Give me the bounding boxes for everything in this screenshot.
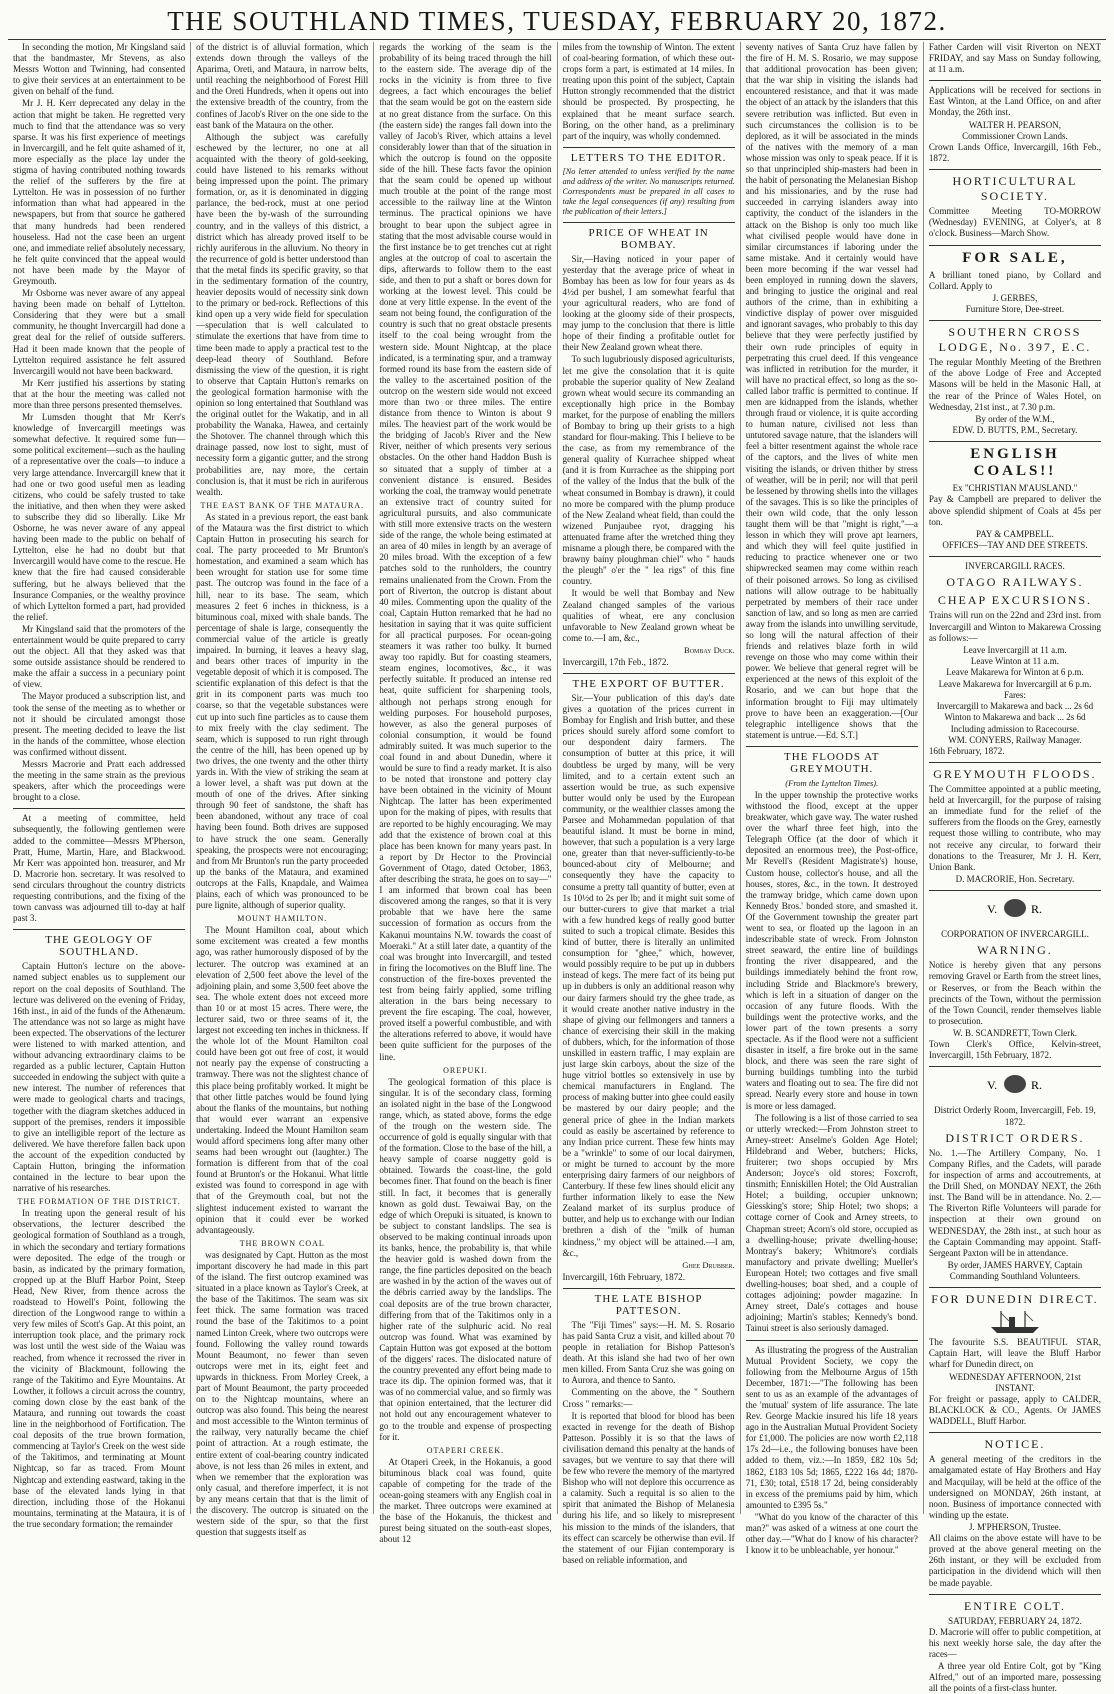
divider bbox=[929, 320, 1101, 321]
ad-colt-sale: D. Macrorie will offer to public competition, at his next weekly horse sale, the day after the races— bbox=[928, 1626, 1102, 1660]
ad-creditors-notice: A general meeting of the creditors in the amalgamated estate of Hay Brothers and Hay and Macquilay, will be held at the office of the undersigned on MONDAY, 26th instant, at noon. Business of importance connected with winding up the estate. bbox=[928, 1454, 1102, 1520]
divider bbox=[929, 169, 1101, 170]
royal-crest-icon bbox=[929, 1071, 1101, 1102]
divider bbox=[929, 762, 1101, 763]
article-paragraph: "What do you know of the character of this man?" was asked of a witness at one court the other day.—"What do I know of his character? I know it to be unbleachable, yer honour." bbox=[745, 1511, 918, 1556]
page-columns bbox=[8, 42, 1106, 1694]
ad-timetable-line: Including admission to Racecourse. bbox=[950, 723, 1080, 734]
article-paragraph: Although the subject was carefully eschewed by the lecturer, no one at all acquainted with the theory of gold-seeking, could have listened to his remarks without being impressed upon the point. The primary formation, or, as it is denominated in digging parlance, the bed-rock, must at one period have been the by-wash of the surrounding country, and in the valleys of this district, a district which has already proved itself to be richly auriferous in the alluvium. No theory in the recurrence of gold is better understood than that the metal finds its specific gravity, so that in the sedimentary formation of the country, heavier deposits would of necessity sink down to the primary or bed-rock. Reflections of this kind open up a very wide field for speculation—speculation that is well calculated to stimulate the exertions that have from time to time been made to apply a practical test to the deep-lead theory of Southland. Before dismissing the view of the question, it is right to observe that Captain Hutton's remarks on the geological formation harmonise with the opinion so long entertained that Southland was the original outlet for the Wakatip, and in all probability the Wanaka, Hawea, and certainly the Shotover. The channel through which this drainage passed, now lost to sight, must of necessity form a gigantic gutter, and the strong probabilities are, nay more, the certain conclusion is, that it must be rich in auriferous wealth. bbox=[196, 131, 369, 497]
letter-signature: Ghee Drubber. bbox=[682, 1259, 735, 1270]
article-paragraph: miles from the township of Winton. The extent of coal-bearing formation, of which these out-crops form a part, is estimated at 14 miles. In treating upon this point of the subject, Captain Hutton strongly recommended that the district should be prospected. By prospecting, he explained that he meant surface search. Boring, on the other hand, as a preliminary part of the inquiry, was wholly condemned. bbox=[562, 42, 735, 141]
subheading: THE EAST BANK OF THE MATAURA. bbox=[200, 500, 365, 510]
column-4 bbox=[558, 42, 741, 1565]
article-paragraph: Mr Lumsden thought that Mr Kerr's knowledge of Invercargill meetings was somewhat defective. It required some fun—some political excitement—such as the hauling of a representative over the coals—to induce a very large attendance. Invercargill knew that it had one or two good useful men as leading citizens, who could be safely trusted to take the initiative, and then when they were asked to subscribe they did so liberally. Like Mr Osborne, he was never aware of any appeal having been made to the public on behalf of Lyttelton, else he had no doubt but that Invercargill would have come to the rescue. He knew that the fire had caused considerable suffering, but he always believed that the Insurance Companies, or the wealthy province of which Lyttelton formed a part, had provided the relief. bbox=[13, 412, 186, 622]
divider bbox=[929, 1594, 1101, 1595]
ad-timetable-line: Invercargill to Makarewa and back ... 2s 6d bbox=[936, 701, 1094, 711]
divider bbox=[929, 1287, 1101, 1288]
ad-sailing-day: WEDNESDAY AFTERNOON, 21st INSTANT. bbox=[949, 1371, 1081, 1393]
article-paragraph: The following is a list of those carried to sea or utterly wrecked:—From Johnston street to Arney-street: Anselme's Golden Age Hotel; Hildebrand and Weber, butchers; Hicks, fruiterer; two shops occupied by Mrs Anderson; Joyce's old stores; Foxcroft, tinsmith; Enniskillen Hotel; the Old Australian Hotel; a building, occupier unknown; Giessking's store; Ship Hotel; two shops; a cottage corner of Cook and Arney streets, to Chapman street; Acorn's old store, occupied as a dwelling-house; private dwelling-house; Montray's bakery; Whitmore's cordials manufactory and private dwelling; Mueller's European Hotel; two cottages and five small dwelling-houses; boat shed, and a couple of cottages adjoining; powder magazine. In Arney street, Dale's cottages and house adjoining; Martin's stables; Kennedy's bond. Tainui street is also seriously damaged. bbox=[745, 1112, 918, 1334]
ad-steamer-agents: For freight or passage, apply to CALDER, BLACKLOCK & CO., Agents. Or JAMES WADDELL, Bluff Harbor. bbox=[928, 1394, 1102, 1427]
article-paragraph: seventy natives of Santa Cruz have fallen by the fire of H. M. S. Rosario, we may suppose that additional provocation has been given; that the war ship in visiting the islands had encountered resistance, and that it was made the object of an attack by the islanders that this severe retribution was inflicted. But even in such circumstances the collision is to be deplored, as it will be associated in the minds of the natives with the memory of a man whose mission was only to speak peace. If it is so that unprincipled ship-masters had been in the habit of personating the Melanesian Bishop and his missionaries, and by the ruse had succeeded in carrying islanders away into captivity, the conduct of the islanders in the attack on the Bishop is only too much like what civilised people would have done in similar circumstances if laboring under the same mistake. And it certainly would have been more becoming if the war vessel had been employed in running down the slavers, and bringing to justice the original and real authors of the crime, than in exhibiting a vindictive display of power over misguided and ignorant savages, who probably to this day believe that they were perfectly justified by their own rude principles of equity in perpetrating this cruel deed. If this vengeance was inflicted in retribution for the murder, it will have no practical effect, so long as the so-called labor traffic is permitted to continue. If men are kidnapped from the islands, whether through fraud or violence, it is quite according to human nature, civilised not less than untutored savage nature, that the islanders will feel a bitter resentment against the whole race of the captors, and the lives of white men visiting the islands, or driven thither by stress of weather, will be in peril; nor will that peril be lessened by throwing shells into the villages of the savages. This is so like the principles of their own wild code, that the only lesson taught them will be that "might is right,"—a lesson in which they will prove apt learners, and which they will feel quite justified in reducing to practice whenever one or two shipwrecked seamen may come within reach of their poisoned arrows. So long as civilised nations will allow outrage to be habitually perpetrated by members of their race under sanction of law, and so long as men are carried away from the islands into unwilling servitude, so long will the natural affection of their friends and relatives blaze forth in wild revenge on those who may come within their power. We believe that general regret will be experienced at the news of this exploit of the Rosario, and we can but hope that the information brought to Fiji may ultimately prove to have been an exaggeration.—[Our telegraphic intelligence shows that the statement is untrue.—Ed. S.T.] bbox=[745, 42, 918, 740]
ad-subheading: Ex "CHRISTIAN M'AUSLAND." bbox=[952, 483, 1078, 494]
ad-signature: By order, JAMES HARVEY, Captain Commanding Southland Volunteers. bbox=[947, 1259, 1083, 1282]
ad-signature: J. GERBES, bbox=[992, 292, 1038, 303]
ad-timetable-line: Winton to Makarewa and back ... 2s 6d bbox=[944, 712, 1086, 723]
divider bbox=[929, 441, 1101, 442]
masthead bbox=[0, 4, 1114, 38]
ad-timetable-line: Fares: bbox=[1003, 689, 1026, 700]
editor-note: [No letter attended to unless verified by the name and address of the writer. No manuscripts returned. Correspondents must be prepared in all cases to take the legal consequences (if any) resulting from the publication of their letters.] bbox=[562, 166, 735, 216]
ad-location: District Orderly Room, Invercargill, Feb. 19, 1872. bbox=[934, 1105, 1096, 1127]
article-paragraph: Mr J. H. Kerr deprecated any delay in the action that might be taken. He regretted very much to find that the attendance was so very sparse. It was his first experience of meetings in Invercargill, and he felt quite ashamed of it, more especially as the place lay under the stigma of having contributed nothing towards the relief of the sufferers by the fire at Lyttelton. He was in possession of no further information than what had appeared in the newspapers, but from that source he gathered that many hundreds had been rendered houseless. Had not the case been an urgent one, and immediate relief absolutely necessary, he felt quite convinced that the appeal would not have been made by the Mayor of Greymouth. bbox=[13, 98, 186, 286]
article-paragraph: In treating upon the general result of his observations, the lecturer described the geological formation of Southland as a trough, in which the secondary and tertiary formations were deposited. The edge of the trough or basin, as indicated by the primary formation, cropped up at the Bluff Harbor Point, Steep Head, New River, from thence across the roadstead to Howell's Point, following the direction of the Longwood range to within a very few miles of Scott's Gap. At this point, an interruption took place, and the primary rock was lost until the west side of the Waiau was reached, from whence it recrossed the river in the vicinity of Blackmount, following the range of the Takitimo and Eyre Mountains. At Lowther, it follows a circuit across the country, coming down close by the east bank of the Mataura, and running out towards the coast line in the neighborhood of Fortification. The coal deposits of the true brown formation, commencing at Taylor's Creek on the west side of the Takitimos, and terminating at Mount Nightcap, so far as traced. From Mount Nightcap and extending eastward, taking in the base of the elevated lands lying in that direction, including those of the Hokanui mountains, terminating at the Mataura, it is of the true secondary formation; the remainder bbox=[13, 1208, 186, 1529]
ad-heading: FOR SALE, bbox=[962, 249, 1068, 266]
svg-text:R.: R. bbox=[1030, 902, 1042, 917]
ad-signature: PAY & CAMPBELL. bbox=[976, 528, 1054, 539]
ad-piano-sale: A brilliant toned piano, by Collard and Collard. Apply to bbox=[928, 269, 1102, 291]
ad-heading: CHEAP EXCURSIONS. bbox=[937, 593, 1093, 608]
ad-signature: D. MACRORIE, Hon. Secretary. bbox=[955, 873, 1075, 884]
ad-timetable-line: Leave Makarewa for Winton at 6 p.m. bbox=[946, 667, 1084, 678]
ad-horticultural: Committee Meeting TO-MORROW (Wednesday) EVENING, at Colyer's, at 8 o'clock. Business—March Show. bbox=[928, 206, 1102, 239]
article-paragraph: At a meeting of committee, held subsequently, the following gentlemen were added to the committee—Messrs M'Pherson, Pratt, Hume, Martin, Hare, and Blackwood. Mr Kerr was appointed hon. treasurer, and Mr D. Macrorie hon. secretary. It was resolved to send circulars throughout the country districts requesting contributions, and the fixing of the town canvass was adjourned till to-day at half past 3. bbox=[13, 813, 186, 924]
subheading: THE BROWN COAL bbox=[239, 1238, 325, 1248]
ad-heading: CORPORATION OF INVERCARGILL. bbox=[941, 929, 1089, 940]
divider bbox=[929, 80, 1101, 81]
article-paragraph: Mr Kingsland said that the promoters of the entertainment would be quite prepared to carry out the object. All that they asked was that some outside assistance should be rendered to make the affair a success in a pecuniary point of view. bbox=[13, 623, 186, 690]
ad-heading: WARNING. bbox=[977, 943, 1053, 958]
column-1 bbox=[8, 42, 191, 1529]
ad-date: 16th February, 1872. bbox=[928, 746, 1005, 756]
ad-heading: FOR DUNEDIN DIRECT. bbox=[931, 1292, 1099, 1307]
subheading: OREPUKI. bbox=[443, 1065, 488, 1075]
section-heading: THE GEOLOGY OF SOUTHLAND. bbox=[13, 929, 185, 958]
column-2 bbox=[191, 42, 374, 1538]
divider bbox=[929, 890, 1101, 891]
divider bbox=[929, 1066, 1101, 1067]
article-paragraph: As stated in a previous report, the east bank of the Mataura was the first district to which Captain Hutton in prosecuting his search for coal. The party proceeded to Mr Brunton's homestation, and examined a seam which has been wrought for station use for some time past. The outcrop was found in the face of a hill, near to its base. The seam, which measures 2 feet 6 inches in thickness, is a bituminous coal, mixed with shale bands. The percentage of shale is large, consequently the commercial value of the article is greatly impaired. In burning, it leaves a heavy slag, and bears other traces of impurity in the vegetable deposit of which it is composed. The scientific explanation of this defect is that the grit in its component parts was much too coarse, so that the vegetable substances were cut up into such fine particles as to cause them to mix freely with the clay sediment. The seam, which is supposed to run right through the centre of the hill, has been opened up by two drives, the one twenty and the other thirty yards in. With the view of striking the seam at a lower level, a shaft was put down at the mouth of one of the drives. After sinking through 90 feet of sandstone, the shaft has been abandoned, without any trace of coal having been found. Both drives are supposed to have struck the one seam. Generally speaking, the prospects were not encouraging; and from Mr Brunton's run the party proceeded up the banks of the Mataura, and examined outcrops at the Falls, Knapdale, and Waimea plains, each of which was pronounced to be pure lignite, although of superior quality. bbox=[196, 511, 369, 911]
ad-heading: SATURDAY, FEBRUARY 24, 1872. bbox=[948, 1615, 1082, 1626]
article-paragraph: was designated by Capt. Hutton as the most important discovery he had made in this part of the island. The first outcrop examined was situated in a place known as Taylor's Creek, at the base of the Takitimos. The seam was six feet thick. The same formation was traced round the base of the Takitimos to a point named Linton Creek, where two outcrops were found. Following the valley round towards Mount Beaumont, no fewer than seven outcrops were met in its, eight feet and upwards in thickness. From Morley Creek, a part of Mount Beaumont, the party proceeded on to the Nightcap mountains, where an outcrop was also found. This being the nearest and most accessible to the Winton terminus of the railway, very naturally became the chief point of attraction. At a rough estimate, the entire extent of coal-bearing country indicated above, is not less than 26 miles in extent, and when we remember that the exploration was only casual, and therefore imperfect, it is not by any means certain that that is the limit of the discovery. The outcrop is situated on the western side of the spur, so that the first question that suggests itself as bbox=[196, 1249, 369, 1538]
article-paragraph: In seconding the motion, Mr Kingsland said that the bandmaster, Mr Stevens, as also Messrs Wotton and Twinning, had consented to give their services at an entertainment to be given on behalf of the fund. bbox=[13, 42, 186, 97]
ad-heading: INVERCARGILL RACES. bbox=[965, 561, 1065, 572]
subheading: THE FORMATION OF THE DISTRICT. bbox=[17, 1197, 181, 1207]
ad-signature: WALTER H. PEARSON, bbox=[968, 119, 1062, 130]
article-paragraph: Commenting on the above, the " Southern Cross " remarks:— bbox=[562, 1387, 735, 1409]
section-heading: THE EXPORT OF BUTTER. bbox=[563, 673, 735, 690]
ad-creditors-claims: All claims on the above estate will have to be proved at the above general meeting on the 26th instant, or they will be excluded from participation in the dividend which will then be made payable. bbox=[928, 1533, 1102, 1588]
svg-text:R.: R. bbox=[1030, 1078, 1042, 1093]
article-paragraph: Mr Kerr justified his assertions by stating that at the hour the meeting was called not more than three persons presented themselves. bbox=[13, 377, 186, 410]
article-paragraph: Messrs Macrorie and Pratt each addressed the meeting in the same strain as the previous speakers, after which the proceedings were brought to a close. bbox=[13, 759, 186, 803]
article-paragraph: of the district is of alluvial formation, which extends down through the valleys of the Aparima, Oreti, and Mataura, in narrow belts, until reaching the neighborhood of Forest Hill and the Oreti Hundreds, when it opens out into the extensive breadth of the country, from the confines of Jacob's River on the one side to the east bank of the Mataura on the other. bbox=[196, 42, 369, 130]
ad-land-applications: Applications will be received for sections in East Winton, at the Land Office, on and after Monday, the 26th inst. bbox=[928, 85, 1102, 118]
ad-signature: J. M'PHERSON, Trustee. bbox=[968, 1521, 1061, 1532]
article-paragraph: It is reported that blood for blood has been exacted in revenge for the death of Bishop Patteson. Possibly it is so that the laws of civilisation demand this penalty at the hands of savages, but we venture to say that there will be few who revere the memory of the martyred Bishop who will not deplore this occurrence as a calamity. Such a requital is so alien to the spirit that animated the Bishop of Melanesia during his life, and so likely to misrepresent his mission to the minds of the islanders, that its effect can scarcely be otherwise than evil. If the statement of our Fijian contemporary is based on reliable information, and bbox=[562, 1410, 735, 1565]
ad-timetable-line: Leave Invercargill at 11 a.m. bbox=[963, 644, 1067, 655]
article-paragraph: Captain Hutton's lecture on the above-named subject enables us to supplement our report on the coal deposits of Southland. The lecture was delivered on the evening of Friday, 16th inst., in aid of the funds of the Athenæum. The attendance was not so large as might have been expected. The observations of the lecturer were listened to with marked attention, and without advancing extraordinary claims to be regarded as a public lecturer, Captain Hutton succeeded in endowing the subject with quite a new interest. The number of references that were made to geological charts and tracings, together with the diagram sketches adduced in support of the premises, renders it impossible to give an intelligible report of the lecture as delivered. We have therefore fallen back upon the account of the expedition conducted by Captain Hutton, bringing the information contained in the lecture to bear upon the narrative of his researches. bbox=[13, 961, 186, 1194]
column-6-advertisements bbox=[924, 42, 1106, 1694]
article-paragraph: At Otaperi Creek, in the Hokanuis, a good bituminous black coal was found, quite capable of competing for the trade of the ocean-going steamers with any English coal in the market. Three outcrops were examined at the base of the Hokanuis, the thickest and purest being situated on the south-east slopes, about 12 bbox=[379, 1456, 552, 1545]
article-paragraph: In the upper township the protective works withstood the flood, except at the upper breakwater, which gave way. The water rushed over the wharf three feet high, into the Telegraph Office (at the door of which it deposited an enormous tree), the Post-office, Mr Revell's (Resident Magistrate's) house, Custom house, collector's house, and all the houses, stores, &c., in the town. It destroyed the tramway bridge, which came down upon Kennedy Bros.' bonded store, and smashed it. Of the Government township the greater part went to sea, or floated up the lagoon in an indescribable state of wreck. From Johnston street seaward, the entire line of buildings fronting the river disappeared, and the buildings immediately behind the front row, including Stride and Blackmore's brewery, which is left in a situation of danger on the occasion of any future floods. With the buildings went the protective works, and the lower part of the town presents a sorry spectacle. As if the flood were not a sufficient disaster in itself, a fire broke out in the same block, and there was seen the rare sight of burning buildings tumbling into the turbid waters and floating out to sea. The fire did not spread. Nearly every store and house in town is more or less damaged. bbox=[745, 789, 918, 1111]
subheading: OTAPERI CREEK. bbox=[426, 1445, 505, 1455]
letter-signature: Bombay Duck. bbox=[683, 644, 735, 655]
ad-district-orders: No. 1.—The Artillery Company, No. 1 Company Rifles, and the Cadets, will parade for inspection of arms and accoutrements, at the Drill Shed, on MONDAY NEXT, the 26th inst. The Band will be in attendance. No. 2.—The Riverton Rifle Volunteers will parade for inspection at their own ground on WEDNESDAY, the 28th inst., at such hour as the Captain Commanding may appoint. Staff-Sergeant Paxton will be in attendance. bbox=[928, 1147, 1102, 1258]
royal-crest-icon bbox=[929, 895, 1101, 926]
article-paragraph: The "Fiji Times" says:—H. M. S. Rosario has paid Santa Cruz a visit, and killed about 70 people in retaliation for Bishop Patteson's death. At this island she had two of her own men killed. From Santa Cruz she was going on to Aurora, and thence to Santo. bbox=[562, 1319, 735, 1386]
ad-lodge: The regular Monthly Meeting of the Brethren of the above Lodge of Free and Accepted Masons will be held in the Masonic Hall, at the rear of the Prince of Wales Hotel, on Wednesday, 21st inst., at 7.30 p.m. bbox=[928, 357, 1102, 412]
column-5 bbox=[741, 42, 924, 1556]
ad-father-carden: Father Carden will visit Riverton on NEXT FRIDAY, and say Mass on Sunday following, at 11 a.m. bbox=[928, 42, 1102, 75]
section-heading: LETTERS TO THE EDITOR. bbox=[563, 147, 735, 164]
ad-heading: GREYMOUTH FLOODS. bbox=[933, 767, 1097, 782]
ad-timetable-line: Leave Winton at 11 a.m. bbox=[970, 656, 1059, 666]
ad-steamer: The favourite S.S. BEAUTIFUL STAR, Captain Hart, will leave the Bluff Harbor wharf for Dunedin direct, on bbox=[928, 1337, 1102, 1370]
ad-timetable-line: Leave Makarewa for Invercargill at 6 p.m. bbox=[938, 678, 1092, 689]
ad-heading: ENTIRE COLT. bbox=[963, 1598, 1066, 1613]
section-heading: PRICE OF WHEAT IN BOMBAY. bbox=[563, 222, 735, 251]
ad-heading: NOTICE. bbox=[984, 1437, 1046, 1452]
letter-date: Invercargill, 17th Feb., 1872. bbox=[562, 656, 669, 667]
article-paragraph: The Mount Hamilton coal, about which some excitement was created a few months ago, was rather humorously disposed of by the lecturer. The outcrop was examined at an elevation of 2,500 feet above the level of the adjoining plain, and some 3,500 feet above the sea. The whole extent does not exceed more than 10 or at most 15 acres. There were, the lecturer said, two or three seams of it, the largest not exceeding ten inches in thickness. If the whole lot of the Mount Hamilton coal could have been got out free of cost, it would not nearly pay the expense of constructing a tramway. There was not the slightest chance of this place being profitably worked. It might be that other little patches would be found lying about the flanks of the mountains, but nothing that would ever warrant an expensive undertaking. Indeed the Mount Hamilton seam would afford specimens long after many other seams had been wrought out (laughter.) The formation is different from that of the coal found at Brunton's or the Hokanui. What little existed was found to correspond in age with that of the Greymouth coal, but not the slightest inducement existed to warrant the opinion that it could ever be worked advantageously. bbox=[196, 925, 369, 1235]
article-paragraph: Mr Osborne was never aware of any appeal having been made on behalf of Lyttelton. Considering that they were but a small community, he thought Invercargill had done a great deal for the relief of outside sufferers. Had it been made known that the people of Lyttelton required assistance he felt assured Invercargill would not have been backward. bbox=[13, 288, 186, 376]
ad-signature-title: Commissioner Crown Lands. bbox=[962, 130, 1068, 141]
ad-location: OFFICES—TAY AND DEE STREETS. bbox=[942, 539, 1088, 550]
ad-signature: W. B. SCANDRETT, Town Clerk. bbox=[952, 1027, 1078, 1038]
letter-paragraph: Sir,—Having noticed in your paper of yesterday that the average price of wheat in Bombay has been as low for four years as 4s 4½d per bushel, I am somewhat fearful that your agricultural readers, who are fond of looking at the gloomy side of their prospects, may jump to the conclusion that there is little hope of their finding a profitable outlet for their New Zealand grown wheat there. bbox=[562, 253, 735, 353]
article-paragraph: regards the working of the seam is the probability of its being traced through the hill to the eastern side. The average dip of the rocks in the vicinity is from three to five degrees, a fact which encourages the belief that the seam would be got on the eastern side at no great distance from the surface. On this (the eastern side) the ranges fall down into the valley of Jacob's River, which attains a level considerably lower than that of the situation in which the outcrop is found on the opposite side of the hill. These facts favor the opinion that the seam could be opened up without much trouble at the point of the range most accessible to the railway line at the Winton terminus. The practical opinions we have brought to bear upon the subject agree in stating that the most advisable course would in the first instance be to get trenches cut at right angles at the outcrop of coal to ascertain the dips, afterwards to follow them to the east side, and then to put a shaft or bores down for working at the lowest level. This could be done at very little expense. In the event of the seam not being found, the configuration of the country is such that no great obstacle presents itself to the coal being wrought from the western side. Mount Nightcap, at the place indicated, is a terminating spur, and a tramway formed round its base from the eastern side of the valley to the ascertained position of the outcrop on the western side would not exceed more than two or three miles. The entire distance from thence to Winton is about 9 miles. The heaviest part of the work would be the bridging of Jacob's River and the New River, neither of which presents very serious obstacles. On the other hand Haddon Bush is so situated that a supply of timber at a convenient distance is ensured. Besides working the coal, the tramway would penetrate an extensive tract of country suited for agricultural pursuits, and also communicate with still more extensive tracts on the western side of the range, the whole being estimated at an area of 40 miles in length by an average of 20 miles broad. With the exception of a few patches sold to the runholders, the country remains unalienated from the Crown. From the port of Riverton, the outcrop is distant about 40 miles. Commenting upon the quality of the coal, Captain Hutton remarked that he had no hesitation in saying that it was quite sufficient for all practical purposes. For ocean-going steamers it was rather too bulky. It burned away too rapidly. But for coasting steamers, steam engines, locomotives, &c., it was perfectly suitable. It produced an intense red heat, quite sufficient for sharpening tools, although not perhaps strong enough for welding purposes. For household purposes, however, as also the general purposes of colonial consumption, it would be found admirably suited. It was much superior to the coal found in and about Dunedin, where it would be sure to find a ready market. It is also to be noted that ironstone and pottery clay have been obtained in the vicinity of Mount Nightcap. The latter has been experimented upon for the making of pipes, with results that are reported to be highly encouraging. We may add that the existence of brown coal at this place has been known for many years past. In a report by Dr Hector to the Provincial Government of Otago, dated October, 1863, after describing the strata, he goes on to say—" I am informed that brown coal has been discovered among the ranges, so that it is very probable that we have here the same succession of formation as occurs from the Kakanui mountains N.W. towards the coast of Moeraki." At a still later date, a quantity of the coal was brought into Invercargill, and tested in firing the locomotives on the Bluff line. The construction of the fire-boxes prevented the test from being fairly applied, some trifling alteration in the bars being necessary to prevent the fire escaping. The coal, however, proved itself a powerful combustible, and with the alterations referred to above, it would have been quite sufficient for the purposes of the line. bbox=[379, 42, 552, 1062]
newspaper-title: THE SOUTHLAND TIMES, TUESDAY, FEBRUARY 20, 1872. bbox=[167, 6, 947, 36]
svg-text:V.: V. bbox=[986, 1078, 998, 1093]
subheading: MOUNT HAMILTON. bbox=[237, 914, 328, 924]
source-credit: (From the Lyttelton Times). bbox=[785, 777, 879, 788]
divider bbox=[746, 1340, 918, 1341]
ad-excursions: Trains will run on the 22nd and 23rd inst. from Invercargill and Winton to Makarewa Crossing as follows:— bbox=[928, 610, 1102, 643]
article-paragraph: The Mayor produced a subscription list, and took the sense of the meeting as to whether or not it should be circulated amongst those present. The meeting decided to leave the list in the hands of the committee, whose election was confirmed without dissent. bbox=[13, 691, 186, 757]
ad-heading: OTAGO RAILWAYS. bbox=[946, 575, 1084, 590]
ad-colt-description: A three year old Entire Colt, got by "King Alfred," out of an imported mare, possessing all the points of a first-class hunter. bbox=[928, 1661, 1102, 1694]
letter-paragraph: To such lugubriously disposed agriculturists, let me give the consolation that it is quite probable the superior quality of New Zealand grown wheat would secure its commanding an exceptionally high price in the Bombay market, for the purpose of enabling the millers of Bombay to bring up their grists to a high standard for flour-making. This I believe to be the case, as from my remembrance of the general quality of Kurrachee shipped wheat (and it is from Kurrachee as the shipping port of the valley of the Indus that the bulk of the wheat consumed in Bombay is drawn), it could no more be compared with the plump produce of the New Zealand wheat field, than could the wizened Punjaubee ryot, dragging his attenuated frame after the wretched thing they misname a plough there, be compared with the brawny bainy ploughman chiel" who " hauds the pleugh" o'er the " lea rigs" of this fine country. bbox=[562, 354, 735, 587]
column-3 bbox=[374, 42, 557, 1545]
ad-signature: WM. CONYERS, Railway Manager. bbox=[948, 734, 1082, 745]
ad-heading: DISTRICT ORDERS. bbox=[945, 1130, 1085, 1145]
letter-paragraph: Sir.—Your publication of this day's date gives a quotation of the prices current in Bombay for English and Irish butter, and these prices should surely afford some comfort to our despondent dairy farmers. The consumption of butter at this price, it will doubtless be urged by many, will be very limited, and to a certain extent such an assertion would be true, as such expensive butter would only be used by the European community, or the wealthier classes among the Parsee and Mohammedan population of that beautiful island. It must be borne in mind, however, that such a population is a very large one, greater than that never-sufficiently-to-be bounced-about city of Melbourne; and consequently they have the capacity to consume a pretty tall quantity of butter, even at 1s 10½d to 2s per lb; and it might suit some of our butter-curers to give that market a trial with a few hundred kegs of really good butter suited to such a tropical climate. Besides this kind of butter, there is literally an unlimited consumption for "ghee," which, however, would possibly require to be put up in dubbers instead of kegs. The mere fact of its being put up in dubbers is only an additional reason why our dairy farmers should try the ghee trade, as it would create another native industry in the shape of giving our fellmongers and tanners a chance of exercising their skill in the making of dubbers, which, for the information of those unskilled in eastern traffic, I may explain are just large skin carboys, about the size of the huge vitriol bottles so extensively in use by chemical manufacturers in England. The process of making butter into ghee could easily be mastered by our dairy people; and the general price of ghee in the Indian markets could as easily be ascertained by reference to any Indian price current. These few hints may be a "wrinkle" to some of our local dairymen, or might be turned to account by the more enterprising dairy farmers of our neighbors of Canterbury. If these few lines should elicit any further information likely to ease the New Zealand market of its surplus produce of butter, and help us to exchange with our Indian brethren a dish of the "milk of human kindness," my object will be attained.—I am, &c., bbox=[562, 692, 735, 1258]
ad-signature: By order of the W.M., bbox=[975, 413, 1055, 424]
svg-text:V.: V. bbox=[986, 902, 998, 917]
divider bbox=[929, 245, 1101, 246]
ad-location: Crown Lands Office, Invercargill, 16th Feb., 1872. bbox=[928, 142, 1102, 164]
ad-warning: Notice is hereby given that any persons removing Gravel or Earth from the street lines, or Reserves, or from the Beach within the precincts of the Town, without the permission of the Town Council, render themselves liable to prosecution. bbox=[928, 960, 1102, 1026]
divider bbox=[929, 1432, 1101, 1433]
ad-heading: ENGLISH COALS!! bbox=[970, 446, 1060, 480]
ad-location: Furniture Store, Dee-street. bbox=[965, 303, 1065, 314]
ad-heading: SOUTHERN CROSS LODGE, No. 397, E.C. bbox=[938, 325, 1092, 355]
article-paragraph: As illustrating the progress of the Australian Mutual Provident Society, we copy the following from the Melbourne Argus of 15th December, 1871:—"The following has been sent to us as an example of the advantages of the 'mutual' system of life assurance. The late Rev. George Mackie insured his life 18 years ago in the Australian Mutual Provident Society for £1,000. The policies are now worth £2,118 17s 2d—i.e., the following bonuses have been added to them, viz.:—In 1859, £82 10s 5d; 1862, £183 10s 5d; 1865, £222 16s 4d; 1870-71, £30; total, £518 17 2d, being considerably in excess of the premiums paid by him, which amounted to £395 5s." bbox=[745, 1344, 918, 1510]
section-heading: THE FLOODS AT GREYMOUTH. bbox=[746, 746, 918, 775]
steamship-icon bbox=[987, 1309, 1043, 1335]
divider bbox=[929, 556, 1101, 557]
ad-location: Town Clerk's Office, Kelvin-street, Invercargill, 15th February, 1872. bbox=[928, 1039, 1102, 1061]
article-paragraph: The geological formation of this place is singular. It is of the secondary class, forming an isolated night in the base of the Longwood range, which, as stated above, forms the edge of the trough on the western side. The occurrence of gold is equally singular with that of the formation. Close to the base of the hill, a heavy sample of coarse nuggetty gold is obtained. Towards the coast-line, the gold becomes finer. That found on the beach is finer still. In fact, it becomes that is generally known as gold dust. Tewaiwai Bay, on the edge of which Orepuki is situated, is known to be subject to constant landslips. The sea is observed to be making continual inroads upon its banks, hence, the probability is, that while the heavier gold is washed down from the range, the fine particles deposited on the beach are washed in by the action of the waves out of the débris carried away by the landslips. The coal deposits are of the true brown character, differing from that of the Takitimos only in a higher rate of the sulphuric acid. No real outcrop was found. What was examined by Captain Hutton was got exposed at the bottom of the diggers' races. The dislocated nature of the country prevented any effort being made to trace its dip. The opinion formed was, that it was of no commercial value, and so firmly was that opinion entertained, that the lecturer did not hold out any encouragement whatever to go to the trouble and expense of prospecting for it. bbox=[379, 1076, 552, 1442]
section-heading: THE LATE BISHOP PATTESON. bbox=[563, 1288, 735, 1317]
letter-paragraph: It would be well that Bombay and New Zealand changed samples of the various qualities of wheat, ere any conclusion unfavorable to New Zealand grown wheat be come to.—I am, &c., bbox=[562, 588, 735, 643]
masthead-rule bbox=[8, 39, 1106, 40]
ad-coals: Pay & Campbell are prepared to deliver the above splendid shipment of Coals at 45s per ton. bbox=[928, 494, 1102, 527]
divider bbox=[13, 808, 185, 809]
ad-heading: HORTICULTURAL SOCIETY. bbox=[952, 174, 1078, 204]
letter-date: Invercargill, 16th February, 1872. bbox=[562, 1271, 685, 1282]
ad-signature: EDW. D. BUTTS, P.M., Secretary. bbox=[952, 424, 1078, 435]
ad-greymouth-floods: The Committee appointed at a public meeting, held at Invercargill, for the purpose of raising an immediate fund for the relief of the sufferers from the floods on the Grey, earnestly request those willing to contribute, who may not receive any circular, to forward their donations to the Treasurer, Mr J. H. Kerr, Union Bank. bbox=[928, 784, 1102, 872]
